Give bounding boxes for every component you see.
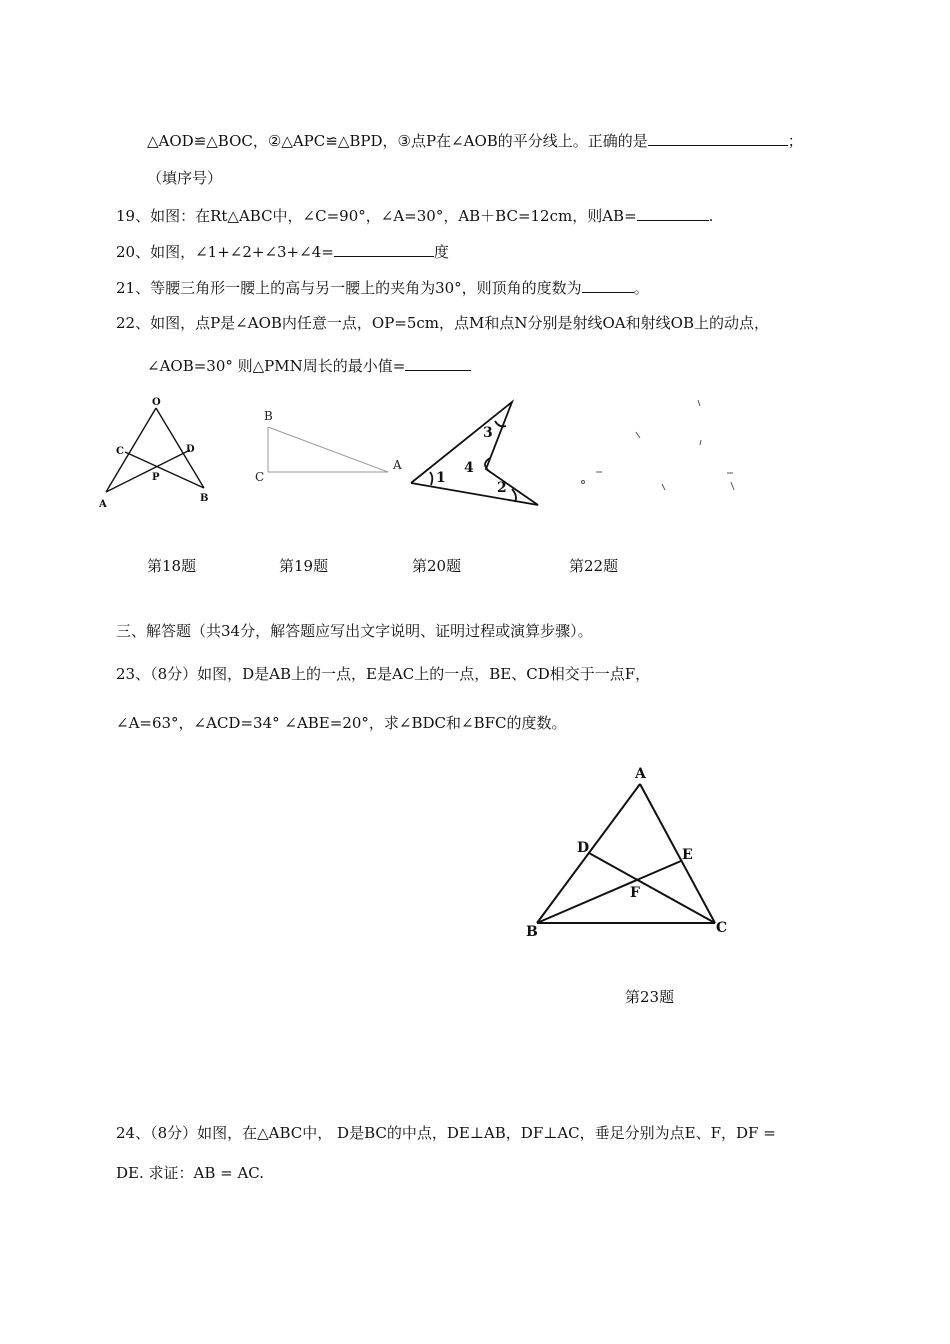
fig18-label-P: P: [152, 472, 160, 483]
q23-line1: 23、（8分）如图，D是AB上的一点，E是AC上的一点，BE、CD相交于一点F，: [116, 665, 651, 683]
fig23-label-D: D: [577, 840, 590, 856]
q21: [116, 277, 649, 298]
fig19-label-C: C: [255, 470, 265, 484]
q20-text: 20、如图，∠1+∠2+∠3+∠4=: [116, 243, 334, 261]
q22-text: ∠AOB=30° 则△PMN周长的最小值=: [147, 357, 406, 375]
fig22-fragment: [698, 400, 700, 406]
caption-fig18: 第18题: [147, 557, 197, 575]
fig18-label-C: C: [116, 446, 124, 457]
fig18-label-D: D: [186, 444, 195, 455]
fig20-label-2: 2: [497, 480, 507, 496]
fig20-angle-1-arc: [430, 472, 432, 485]
fig23-label-A: A: [635, 766, 646, 782]
figure-23: [510, 760, 740, 950]
fig19-side-BA: [268, 427, 388, 472]
q19-answer-blank[interactable]: [637, 205, 709, 221]
q24-line2: DE. 求证：AB = AC.: [116, 1164, 265, 1182]
q19-tail: .: [708, 207, 714, 225]
q22-line1: 22、如图，点P是∠AOB内任意一点，OP=5cm，点M和点N分别是射线OA和射线OB上的动点，: [116, 314, 769, 332]
q18-continuation: [147, 130, 803, 151]
q21-answer-blank[interactable]: [582, 277, 634, 293]
fig23-label-E: E: [682, 847, 693, 863]
fig20-outline: [411, 402, 538, 505]
q21-text: 21、等腰三角形一腰上的高与另一腰上的夹角为30°，则顶角的度数为: [116, 279, 582, 297]
figure-20: [411, 402, 538, 505]
q24-line1: 24、（8分）如图，在△ABC中， D是BC的中点，DE⊥AB，DF⊥AC，垂足分别为点E、F，DF =: [116, 1124, 776, 1142]
figure-19: [268, 427, 388, 472]
q18-answer-blank[interactable]: [648, 130, 788, 146]
caption-fig22: 第22题: [569, 557, 619, 575]
q22-answer-blank[interactable]: [405, 355, 471, 371]
q19-text: 19、如图：在Rt△ABC中，∠C=90°，∠A=30°，AB＋BC=12cm，则AB=: [116, 207, 637, 225]
fig18-label-A: A: [99, 499, 107, 510]
fig19-label-A: A: [393, 458, 402, 472]
q18-tail: ；: [787, 132, 803, 150]
fig23-label-C: C: [716, 920, 728, 936]
caption-fig23: 第23题: [625, 988, 675, 1006]
q20-tail: 度: [433, 243, 449, 261]
q20: [116, 241, 449, 262]
fig23-label-B: B: [526, 924, 538, 940]
section3-title: 三、解答题（共34分，解答题应写出文字说明、证明过程或演算步骤）。: [116, 622, 593, 640]
q19: [116, 205, 713, 226]
q18-hint: （填序号）: [147, 169, 223, 187]
q20-answer-blank[interactable]: [334, 241, 434, 257]
fig18-label-B: B: [200, 493, 209, 504]
fig18-segment-BC: [125, 452, 204, 488]
fig22-fragment: [662, 484, 665, 490]
figure-22: [582, 400, 735, 490]
q18-text: △AOD≌△BOC，②△APC≌△BPD，③点P在∠AOB的平分线上。正确的是: [147, 132, 648, 150]
fig19-label-B: B: [264, 409, 273, 423]
caption-fig20: 第20题: [412, 557, 462, 575]
fig20-label-3: 3: [483, 425, 493, 441]
q23-line2: ∠A=63°，∠ACD=34° ∠ABE=20°，求∠BDC和∠BFC的度数。: [116, 714, 567, 732]
fig22-fragment: [582, 481, 585, 484]
q22-line2: [147, 355, 471, 376]
fig22-fragment: [636, 432, 640, 438]
fig20-label-4: 4: [464, 460, 474, 476]
fig20-label-1: 1: [436, 470, 446, 486]
fig23-label-F: F: [630, 885, 640, 901]
figures-row: [0, 390, 950, 520]
fig22-fragment: [731, 482, 734, 490]
caption-fig19: 第19题: [279, 557, 329, 575]
q21-tail: 。: [633, 279, 649, 297]
fig22-fragment: [700, 440, 701, 445]
fig18-label-O: O: [152, 397, 161, 408]
fig18-side-OB: [156, 408, 204, 488]
